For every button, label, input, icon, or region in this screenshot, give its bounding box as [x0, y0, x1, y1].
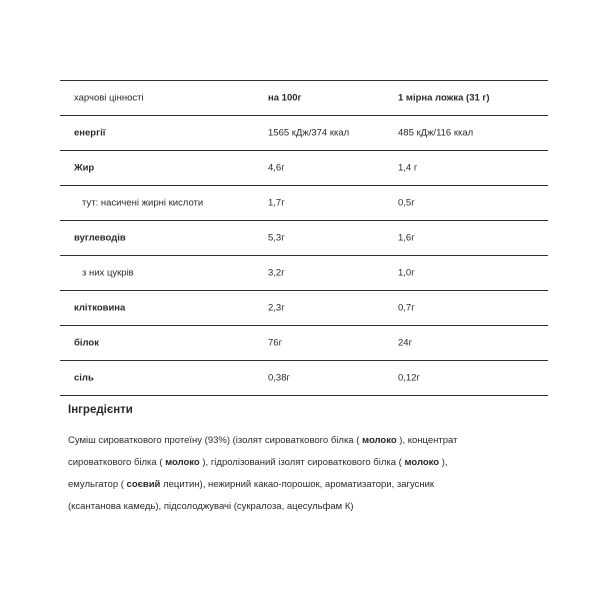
nutrient-name: з них цукрів	[82, 267, 134, 279]
header-per-serving: 1 мірна ложка (31 г)	[398, 92, 490, 104]
value-per-100g: 1565 кДж/374 ккал	[268, 127, 350, 139]
value-per-serving: 485 кДж/116 ккал	[398, 127, 474, 139]
value-per-serving: 1,6г	[398, 232, 415, 244]
nutrient-name: енергії	[74, 127, 106, 139]
value-per-100g: 76г	[268, 337, 283, 349]
nutrient-name: Жир	[74, 162, 95, 174]
allergen-text: молоко	[362, 435, 397, 446]
value-per-100g: 1,7г	[268, 197, 285, 209]
nutrition-row	[60, 221, 548, 256]
value-per-100g: 4,6г	[268, 162, 285, 174]
nutrient-name: білок	[74, 337, 99, 349]
ingredient-text: (ксантанова камедь), підсолоджувачі (сукралоза, ацесульфам К)	[68, 501, 354, 512]
ingredient-text: лецитин), нежирний какао-порошок, ароматизатори, загусник	[160, 479, 435, 490]
value-per-serving: 0,7г	[398, 302, 415, 314]
nutrition-row	[60, 186, 548, 221]
nutrition-header-row	[60, 81, 548, 116]
ingredients-title: Інгредієнти	[68, 404, 133, 416]
nutrition-row	[60, 151, 548, 186]
value-per-100g: 3,2г	[268, 267, 285, 279]
nutrition-row	[60, 291, 548, 326]
ingredients-line	[68, 474, 538, 496]
ingredients-line	[68, 496, 538, 518]
nutrient-name: клітковина	[74, 302, 126, 314]
nutrition-row	[60, 256, 548, 291]
value-per-serving: 1,0г	[398, 267, 415, 279]
ingredients-text	[68, 430, 538, 518]
value-per-100g: 5,3г	[268, 232, 285, 244]
header-per-100g: на 100г	[268, 92, 302, 104]
nutrient-name: вуглеводів	[74, 232, 126, 244]
value-per-100g: 0,38г	[268, 372, 290, 384]
allergen-text: соєвий	[126, 479, 161, 490]
ingredient-text: ),	[439, 457, 448, 468]
ingredients-section	[68, 404, 538, 518]
allergen-text: молоко	[404, 457, 440, 468]
nutrient-name: сіль	[74, 372, 94, 384]
nutrient-name: тут: насичені жирні кислоти	[82, 197, 204, 209]
value-per-serving: 0,5г	[398, 197, 415, 209]
ingredients-line	[68, 430, 538, 452]
ingredients-line	[68, 452, 538, 474]
nutrition-row	[60, 116, 548, 151]
header-nutrient: харчові цінності	[74, 92, 144, 104]
ingredient-text: Суміш сироваткового протеїну (93%) (ізолят сироваткового білка (	[68, 435, 363, 446]
ingredient-text: сироваткового білка (	[68, 457, 166, 468]
value-per-100g: 2,3г	[268, 302, 285, 314]
allergen-text: молоко	[165, 457, 200, 468]
value-per-serving: 24г	[398, 337, 413, 349]
ingredient-text: ), концентрат	[396, 435, 458, 446]
nutrition-row	[60, 361, 548, 396]
ingredient-text: ), гідролізований ізолят сироваткового білка (	[199, 457, 405, 468]
value-per-serving: 0,12г	[398, 372, 420, 384]
nutrition-table	[60, 80, 548, 396]
ingredient-text: емульгатор (	[68, 479, 127, 490]
value-per-serving: 1,4 г	[398, 162, 418, 174]
nutrition-row	[60, 326, 548, 361]
